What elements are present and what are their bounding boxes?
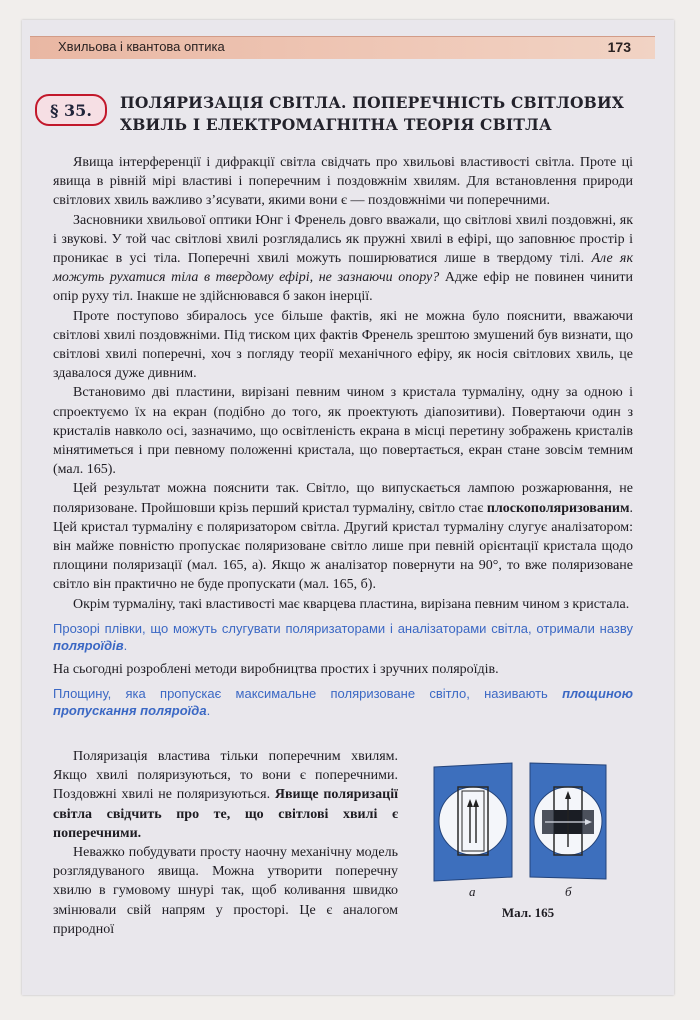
figure-panel-a [434, 763, 512, 881]
section-title [120, 92, 640, 136]
term-plane-polarized: плоскополяризованим [486, 500, 630, 516]
key-conclusion: Явище поляризації світла свідчить про те, що світлові хвилі є поперечними. [53, 787, 398, 841]
running-header [30, 36, 655, 59]
paragraph: На сьогодні розроблені методи виробництва простих і зручних поляроїдів. [53, 661, 499, 677]
section-number: § 35. [50, 100, 92, 120]
lower-text [53, 747, 398, 939]
section-title-line1: ПОЛЯРИЗАЦІЯ СВІТЛА. ПОПЕРЕЧНІСТЬ СВІТЛОВИХ [120, 93, 625, 112]
figure-label-a: а [469, 884, 476, 899]
paragraph: Окрім турмаліну, такі властивості має кварцева пластина, вирізана певним чином з кристала. [73, 596, 630, 612]
paragraph: Явища інтерференції і дифракції світла свідчать про хвильові властивості світла. Проте ці явища в рівній мірі властиві і поперечним і поздовжнім хвилям. Для встановлення природи світлових хвиль важливо з’ясувати, якими вони є — поздовжніми чи поперечними. [53, 155, 633, 209]
definition-polaroids: Прозорі плівки, що можуть слугувати поляризаторами і аналізаторами світла, отримали назву поляроїдів. [53, 620, 633, 653]
paragraph: Проте поступово збиралось усе більше фактів, які не можна було пояснити, вважаючи світлові хвилі поздовжніми. Під тиском цих фактів Френель зрештою змушений був визнати, що світлові хвилі поперечні, хоч з погляду теорії механічного ефіру, як носія світлових хвиль, це здавалося дуже дивним. [53, 308, 633, 382]
section-title-line2: ХВИЛЬ І ЕЛЕКТРОМАГНІТНА ТЕОРІЯ СВІТЛА [120, 115, 552, 134]
rhetorical-question: Але як можуть рухатися тіла в твердому ефірі, не зазнаючи опору? [53, 251, 633, 286]
paragraph: Поляризація властива тільки поперечним хвилям. Якщо хвилі поляризуються, то вони є поперечними. Поздовжні хвилі не поляризуються. Явище поляризації світла свідчить про те, що світлові хвилі є поперечними. [53, 749, 398, 841]
term-transmission-plane: площиною пропускання поляроїда [53, 686, 633, 719]
header-title: Хвильова і квантова оптика [58, 39, 225, 54]
definition-transmission-plane: Площину, яка пропускає максимальне поляризоване світло, називають площиною пропускання поляроїда. [53, 686, 633, 719]
page-number: 173 [607, 39, 631, 55]
paragraph: Цей результат можна пояснити так. Світло, що випускається лампою розжарювання, не поляризоване. Пройшовши крізь перший кристал турмаліну, світло стає плоскополяризованим. Цей кристал турмаліну є поляризатором світла. Другий кристал турмаліну слугує аналізатором: він майже повністю пропускає поляризоване світло лише при певній орієнтації кристала щодо площини поляризації (мал. 165, а). Якщо ж аналізатор повернути на 90°, то вже поляризоване світло він практично не буде пропускати (мал. 165, б). [53, 481, 633, 593]
figure-caption: Мал. 165 [501, 905, 555, 920]
paragraph: Неважко побудувати просту наочну механічну модель розглядуваного явища. Можна утворити поперечну хвилю в гумовому шнурі так, щоб коливання швидко змінювали свій напрям у просторі. Це є аналогом природної [53, 845, 398, 937]
body-text [53, 153, 633, 723]
paragraph: Засновники хвильової оптики Юнг і Френель довго вважали, що світлові хвилі поздовжні, як і звукові. У той час світлові хвилі розглядались як пружні хвилі в ефірі, що заповнює простір і проникає в усі тіла. Поперечні хвилі можуть поширюватися лише в твердому тілі. Але як можуть рухатися тіла в твердому ефірі, не зазнаючи опору? Адже ефір не повинен чинити опір руху тіл. Інакше не здійснювався б закон інерції. [53, 212, 633, 305]
section-number-badge [35, 94, 107, 126]
figure-label-b: б [565, 884, 572, 899]
paragraph: Встановимо дві пластини, вирізані певним чином з кристала турмаліну, одну за одною і спроектуємо їх на екран (подібно до того, як проектують діапозитиви). Повертаючи один з кристалів навколо осі, зазначимо, що освітленість екрана в місці перетину зображень кристалів мінятиметься і при певному положенні кристала, що повертається, екран стане зовсім темним (мал. 165). [53, 385, 633, 478]
figure-panel-b [530, 763, 606, 879]
term-polaroids: поляроїдів [53, 637, 124, 653]
figure-165 [420, 755, 620, 925]
